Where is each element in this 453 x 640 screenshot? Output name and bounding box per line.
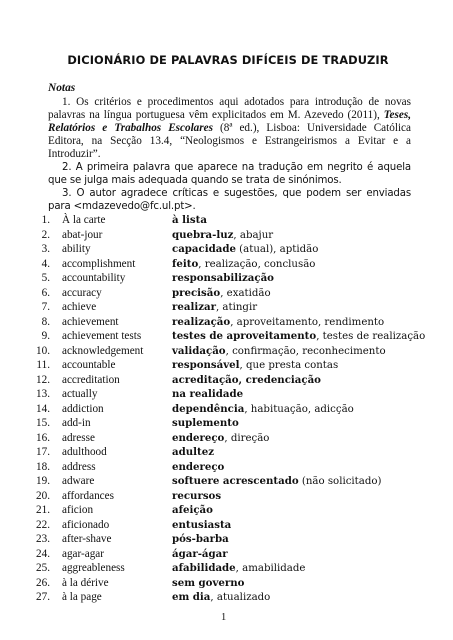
entry-translation-rest: (atual), aptidão [235, 244, 319, 255]
entry-translation [172, 576, 244, 591]
entry-term: adware [62, 475, 95, 487]
entry-translation [172, 547, 228, 562]
glossary-entry [24, 358, 424, 373]
entry-term: address [62, 460, 96, 473]
glossary-entry [24, 373, 424, 388]
entry-translation-main: em dia [172, 591, 211, 603]
entry-translation [172, 445, 214, 460]
entry-number: 3. [41, 243, 50, 255]
note-1 [48, 96, 411, 161]
entry-term: actually [62, 388, 98, 400]
entry-translation [172, 344, 386, 359]
notes-section [48, 82, 411, 213]
entry-translation [172, 503, 213, 518]
glossary-entry [24, 257, 424, 272]
entry-number: 15. [36, 417, 50, 429]
entry-translation-main: sem governo [172, 576, 245, 589]
glossary-entry [24, 532, 424, 547]
glossary-entry [24, 576, 424, 591]
glossary-entry [24, 590, 424, 605]
entry-translation-rest: (não solicitado) [298, 476, 382, 487]
entry-term: acknowledgement [62, 344, 144, 357]
glossary-entry [24, 416, 424, 431]
note-1-text-a: 1. Os critérios e procedimentos aqui adotados para introdução de novas palavras na língua portuguesa vêm explicitados em M. Azevedo (2011), [48, 96, 411, 121]
entry-number: 24. [36, 547, 50, 560]
entry-translation-main: entusiasta [172, 518, 232, 531]
entry-number: 22. [36, 518, 50, 531]
glossary-entry [24, 344, 424, 359]
notes-heading: Notas [48, 82, 76, 94]
entry-translation [172, 474, 381, 489]
glossary-entry [24, 213, 424, 228]
entry-translation-main: suplemento [172, 417, 239, 429]
glossary-entry [24, 474, 424, 489]
glossary-entry [24, 286, 424, 301]
glossary-entry [24, 518, 424, 533]
entry-translation-main: capacidade [172, 243, 236, 255]
entry-translation [172, 228, 273, 243]
entry-term: addiction [62, 402, 104, 415]
glossary-entry [24, 329, 424, 344]
entry-translation-main: acreditação, credenciação [172, 373, 321, 386]
entry-translation-main: na realidade [172, 388, 244, 400]
entry-translation [172, 358, 338, 373]
entry-number: 17. [36, 446, 50, 458]
entry-translation-main: pós-barba [172, 533, 229, 545]
entry-translation-rest: , que presta contas [239, 360, 339, 371]
entry-term: after-shave [62, 533, 112, 545]
entry-translation [172, 590, 270, 605]
glossary-entry [24, 228, 424, 243]
entry-term: accreditation [62, 373, 120, 386]
entry-number: 16. [36, 431, 50, 444]
entry-translation-main: precisão [172, 286, 221, 299]
entry-translation-rest: , testes de realização [316, 331, 426, 342]
entry-number: 9. [41, 330, 50, 342]
entry-translation-main: afabilidade [172, 562, 236, 574]
glossary-entry [24, 242, 424, 257]
entry-translation [172, 373, 321, 388]
entry-translation-rest: , habituação, adicção [244, 403, 354, 415]
entry-term: accomplishment [62, 257, 136, 270]
entry-number: 27. [36, 591, 50, 603]
glossary-entry [24, 431, 424, 446]
entry-number: 18. [36, 460, 50, 473]
note-1-text-c: (8ª ed.), Lisboa: Universidade Católica Editora, na Secção 13.4, “Neologismos e Estrangeirismos a Evitar e a Introduzir”. [48, 122, 411, 160]
entry-translation-rest: , aproveitamento, rendimento [230, 316, 385, 328]
entry-translation [172, 257, 315, 272]
entry-number: 23. [36, 533, 50, 545]
entry-translation-main: responsável [172, 359, 240, 371]
entry-translation-rest: , abajur [233, 229, 274, 241]
entry-number: 26. [36, 576, 50, 589]
entry-term: accountable [62, 359, 116, 371]
entry-translation-rest: , exatidão [220, 287, 271, 299]
entry-number: 21. [36, 504, 50, 516]
page-number: 1 [221, 612, 227, 623]
entry-translation [172, 518, 231, 533]
entry-translation-main: softuere acrescentado [172, 475, 299, 487]
entry-translation [172, 416, 239, 431]
entry-translation [172, 213, 207, 228]
entry-number: 6. [41, 286, 50, 299]
entry-translation [172, 561, 305, 576]
entry-translation-rest: , amabilidade [235, 563, 306, 574]
entry-translation-main: feito [172, 257, 199, 270]
entry-term: abat-jour [62, 228, 103, 241]
glossary-entry [24, 387, 424, 402]
glossary-entry [24, 271, 424, 286]
entry-term: à la dérive [62, 576, 109, 589]
glossary-entry [24, 315, 424, 330]
glossary-list [24, 213, 424, 605]
entry-number: 7. [41, 301, 50, 313]
entry-term: À la carte [62, 214, 106, 226]
glossary-entry [24, 547, 424, 562]
entry-translation-main: afeição [172, 504, 213, 516]
note-2: 2. A primeira palavra que aparece na tradução em negrito é aquela que se julga mais adequada quando se trata de sinónimos. [48, 162, 411, 186]
entry-translation-rest: , atingir [215, 302, 258, 313]
entry-number: 13. [36, 388, 50, 400]
entry-term: ability [62, 243, 91, 255]
entry-term: achievement tests [62, 330, 142, 342]
entry-number: 1. [41, 214, 50, 226]
entry-term: adulthood [62, 446, 107, 458]
entry-number: 19. [36, 475, 50, 487]
document-title: DICIONÁRIO DE PALAVRAS DIFÍCEIS DE TRADUZIR [67, 53, 389, 67]
entry-translation [172, 329, 425, 344]
entry-term: achievement [62, 315, 119, 328]
entry-translation [172, 286, 271, 301]
entry-term: add-in [62, 417, 91, 429]
entry-term: à la page [62, 591, 102, 603]
entry-translation [172, 300, 257, 315]
entry-number: 4. [41, 257, 50, 270]
glossary-entry [24, 445, 424, 460]
glossary-entry [24, 460, 424, 475]
entry-translation-main: dependência [172, 402, 245, 415]
entry-translation [172, 387, 243, 402]
entry-translation-main: recursos [172, 489, 222, 502]
glossary-entry [24, 503, 424, 518]
entry-translation-main: quebra-luz [172, 228, 234, 241]
entry-translation-rest: , atualizado [210, 592, 271, 603]
entry-translation-main: endereço [172, 460, 225, 473]
entry-term: aggreableness [62, 562, 125, 574]
glossary-entry [24, 300, 424, 315]
entry-term: accuracy [62, 286, 102, 299]
entry-translation [172, 271, 274, 286]
entry-translation-rest: , realização, conclusão [198, 258, 316, 270]
entry-number: 25. [36, 562, 50, 574]
entry-term: aficionado [62, 518, 110, 531]
entry-number: 5. [41, 272, 50, 284]
entry-translation [172, 431, 269, 446]
entry-number: 20. [36, 489, 50, 502]
entry-number: 14. [36, 402, 50, 415]
glossary-entry [24, 561, 424, 576]
entry-translation-main: à lista [172, 214, 207, 226]
entry-translation-main: ágar-ágar [172, 547, 228, 560]
entry-translation-rest: , direção [224, 432, 270, 444]
entry-term: achieve [62, 301, 97, 313]
entry-number: 2. [41, 228, 50, 241]
entry-translation-rest: , confirmação, reconhecimento [225, 345, 386, 357]
entry-translation [172, 489, 221, 504]
glossary-entry [24, 402, 424, 417]
entry-translation [172, 315, 384, 330]
entry-term: affordances [62, 489, 114, 502]
note-1-book-title: Teses, Relatórios e Trabalhos Escolares [48, 109, 411, 134]
entry-number: 11. [36, 359, 50, 371]
entry-term: aficion [62, 504, 94, 516]
entry-translation [172, 532, 229, 547]
entry-translation [172, 242, 318, 257]
entry-term: adresse [62, 431, 95, 444]
entry-number: 8. [41, 315, 50, 328]
entry-number: 12. [36, 373, 50, 386]
note-3: 3. O autor agradece críticas e sugestões, que podem ser enviadas para <mdazevedo@fc.ul.pt>. [48, 188, 411, 212]
entry-translation-main: realizar [172, 301, 216, 313]
entry-translation-main: responsabilização [172, 272, 274, 284]
entry-translation-main: validação [172, 344, 226, 357]
entry-translation [172, 402, 354, 417]
glossary-entry [24, 489, 424, 504]
entry-term: accountability [62, 272, 126, 284]
entry-number: 10. [36, 344, 50, 357]
entry-translation-main: endereço [172, 431, 225, 444]
entry-translation-main: realização [172, 315, 231, 328]
entry-translation [172, 460, 224, 475]
entry-translation-main: adultez [172, 446, 214, 458]
entry-translation-main: testes de aproveitamento [172, 330, 317, 342]
entry-term: agar-agar [62, 547, 105, 560]
